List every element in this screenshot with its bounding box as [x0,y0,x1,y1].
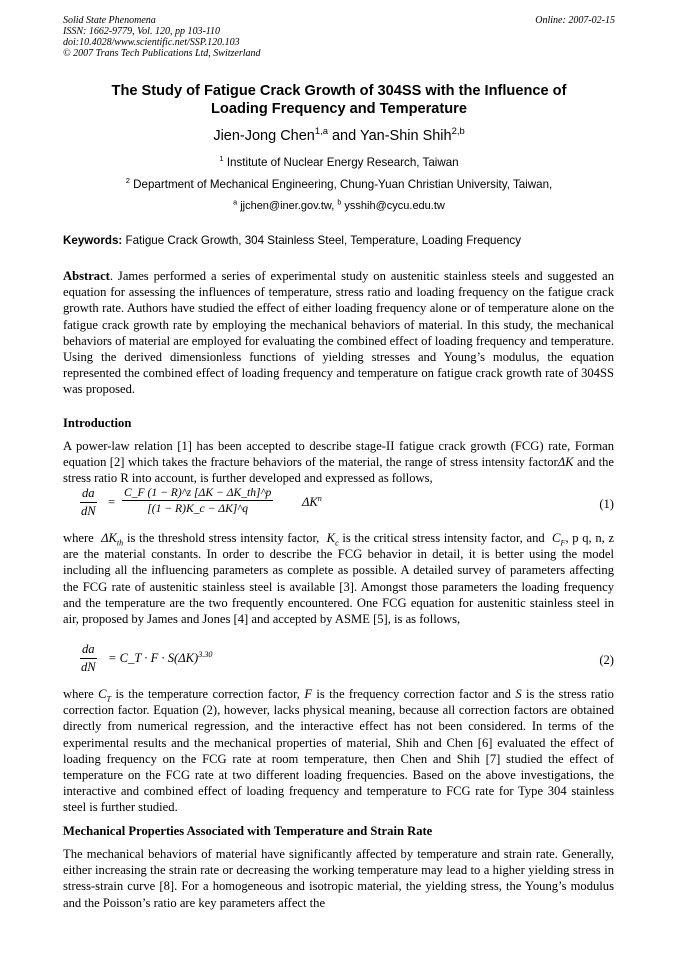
mechanical-heading: Mechanical Properties Associated with Temperature and Strain Rate [63,824,433,838]
copyright: © 2007 Trans Tech Publications Ltd, Switzerland [63,48,261,59]
affiliation-2 [40,178,638,191]
abstract [63,268,614,398]
intro-p2-comma: , [565,531,569,545]
eq2-rhs [108,651,213,666]
intro-p3-t: T [106,694,112,704]
authors [40,125,638,144]
intro-p1-a: A power-law relation [1] has been accepted to describe stage-II fatigue crack growth (FCG) rate, Forman equation [2] which takes the fracture behaviors of the material, the range of stress intensity factor [63,439,614,470]
equation-1 [80,486,614,530]
intro-p3-c: is the stress ratio correction factor. Equation (2), however, lacks physical meaning, because all correction factors are obtained directly from numerical regression, and the interactive effect has not been considered. In terms of the experimental results and the mechanical properties of material, Shih and Chen [6] evaluated the effect of loading frequency on the FCG rate at room temperature, then Chen and Shih [7] studied the effect of temperature on the FCG rate at two different loading frequencies. Based on the above investigations, the interactive and combined effect of loading frequency and temperature to FCG rate for Type 304 stainless steel is further studied. [63,687,614,815]
eq1-rhs-den: [(1 − R)K_c − ΔK]^q [147,502,249,515]
intro-p2-c: p q, n, z are the material constants. In order to describe the FCG behavior in detail, it is better using the model including all the influencing parameters as complete as possible. A detailed survey of parameters affecting the FCG rate of austenitic stainless steel is available [3]. Amongst those parameters the loading frequency and the temperature are the two frequently encountered. One FCG equation for austenitic stainless steel in air, proposed by James and Jones [4] and accepted by ASME [5], is as follows, [63,531,615,627]
eq2-lhs [80,642,97,675]
abstract-label: Abstract [63,269,110,283]
eq1-lhs-den: dN [80,504,96,518]
intro-p3-f: F [304,687,313,701]
intro-p2-c: c [335,538,339,548]
aff2-text: Department of Mechanical Engineering, Chung-Yuan Christian University, Taiwan, [133,178,553,191]
journal-header [63,15,261,59]
email-a-sup: a [233,198,238,207]
intro-p3-a: is the temperature correction factor, [111,687,305,701]
author-2-sup: 2,b [451,125,465,137]
intro-p2-b: is the critical stress intensity factor, and [338,531,545,545]
email-b[interactable]: ysshih@cycu.edu.tw [344,200,445,212]
introduction-heading: Introduction [63,416,132,430]
author-and: and [327,128,360,144]
email-b-sup: b [337,198,342,207]
eq1-number: (1) [599,497,614,511]
eq1-rhs-num: C_F (1 − R)^z [ΔK − ΔK_th]^p [124,486,272,499]
eq2-rhs-text: = C_T · F · S(ΔK) [108,651,199,665]
author-1-sup: 1,a [314,125,328,137]
aff2-sup: 2 [125,176,130,186]
author-2: Yan-Shin Shih [359,128,452,144]
intro-p2-cf: C [552,531,561,545]
eq1-rhs [122,486,273,515]
journal-name: Solid State Phenomena [63,15,156,26]
paper-title [60,82,618,118]
eq2-lhs-den: dN [80,660,96,674]
intro-paragraph-3 [63,686,614,816]
intro-p1-dk: ΔK [557,455,574,470]
keywords-label: Keywords: [63,234,123,247]
author-1: Jien-Jong Chen [213,128,315,144]
intro-p3-ct: C [98,687,107,701]
mechanical-paragraph: The mechanical behaviors of material have significantly affected by temperature and strain rate. Generally, either increasing the strain rate or decreasing the working temperature may lead to a higher yielding stress in stress-strain curve [8]. For a homogeneous and isotropic material, the yielding stress, the Young’s modulus and the Poisson’s ratio are key parameters affect the [63,847,614,910]
eq2-number: (2) [599,653,614,667]
email-a[interactable]: jjchen@iner.gov.tw, [240,200,335,212]
online-date: Online: 2007-02-15 [535,15,615,26]
eq1-tail-dk: ΔK [302,495,318,509]
keywords-text: Fatigue Crack Growth, 304 Stainless Steel, Temperature, Loading Frequency [125,234,521,247]
aff1-text: Institute of Nuclear Energy Research, Taiwan [226,156,459,169]
emails [40,200,638,212]
eq2-lhs-num: da [80,642,97,659]
title-line-1: The Study of Fatigue Crack Growth of 304SS with the Influence of [111,83,567,99]
issn: ISSN: 1662-9779, Vol. 120, pp 103-110 [63,26,221,37]
intro-p2-where: where [63,531,94,545]
eq1-lhs [80,486,97,519]
equation-2 [80,642,614,686]
keywords [63,234,521,247]
eq1-lhs-num: da [80,486,97,503]
eq2-exp: 3.30 [198,649,213,659]
eq1-equals: = [108,495,116,509]
intro-p2-dkth: ΔK [101,531,117,545]
eq1-tail-sup: n [317,493,322,503]
intro-p3-b: is the frequency correction factor and [312,687,516,701]
abstract-text: . James performed a series of experimental study on austenitic stainless steels and suggested an equation for assessing the influences of temperature, stress ratio and loading frequency on the fatigue crack growth rate. Authors have studied the effect of either loading frequency alone or of temperature alone on the fatigue crack growth rate by employing the mechanical behaviors of material. In this study, the mechanical behaviors of material are employed for evaluating the combined effect of loading frequency and temperature. Using the derived dimensionless functions of yielding stresses and Young’s modulus, the equation represented the combined effect of loading frequency and temperature on fatigue crack growth rate of 304SS was proposed. [63,269,614,397]
intro-paragraph-1 [63,438,614,487]
intro-p2-a: is the threshold stress intensity factor, [123,531,320,545]
intro-p2-th: th [116,538,124,548]
eq1-tail [302,495,322,510]
intro-p2-f: F [560,538,566,548]
doi[interactable]: doi:10.4028/www.scientific.net/SSP.120.103 [63,37,240,48]
intro-p3-s: S [515,687,522,701]
intro-p1-b: and the stress ratio R into account, is further developed and expressed as follows, [63,455,614,486]
intro-paragraph-2 [63,530,614,627]
intro-p3-where: where [63,687,99,701]
affiliation-1 [40,156,638,169]
title-line-2: Loading Frequency and Temperature [211,101,467,117]
aff1-sup: 1 [219,154,224,164]
intro-p2-kc: K [326,531,336,545]
